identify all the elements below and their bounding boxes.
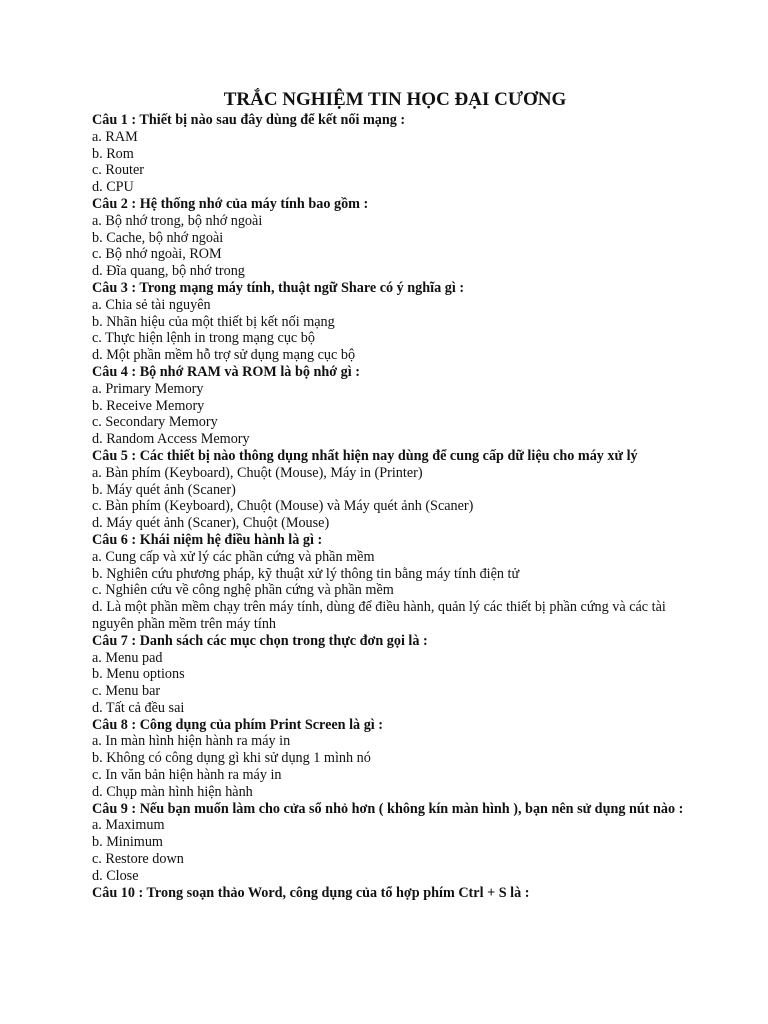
question-text: Câu 2 : Hệ thống nhớ của máy tính bao gồm : bbox=[92, 195, 369, 212]
answer-option: a. Menu pad bbox=[92, 649, 163, 666]
answer-option: a. RAM bbox=[92, 128, 138, 145]
question-text: Câu 4 : Bộ nhớ RAM và ROM là bộ nhớ gì : bbox=[92, 363, 360, 380]
question-text: Câu 8 : Công dụng của phím Print Screen là gì : bbox=[92, 716, 384, 733]
question-text: Câu 1 : Thiết bị nào sau đây dùng để kết nối mạng : bbox=[92, 112, 406, 128]
answer-option: d. Máy quét ảnh (Scaner), Chuột (Mouse) bbox=[92, 515, 330, 532]
question-2 bbox=[92, 196, 692, 280]
question-text: Câu 5 : Các thiết bị nào thông dụng nhất hiện nay dùng để cung cấp dữ liệu cho máy xử lý bbox=[92, 447, 638, 464]
answer-option: c. Bộ nhớ ngoài, ROM bbox=[92, 246, 222, 263]
answer-option: a. Primary Memory bbox=[92, 380, 204, 397]
question-text: Câu 10 : Trong soạn thảo Word, công dụng của tổ hợp phím Ctrl + S là : bbox=[92, 884, 530, 901]
answer-option: a. Chia sẻ tài nguyên bbox=[92, 296, 211, 313]
answer-option: a. In màn hình hiện hành ra máy in bbox=[92, 733, 291, 750]
answer-option: c. Secondary Memory bbox=[92, 414, 218, 431]
answer-option: c. Restore down bbox=[92, 851, 184, 868]
question-6 bbox=[92, 532, 692, 633]
answer-option: d. Random Access Memory bbox=[92, 431, 250, 448]
answer-option: c. Bàn phím (Keyboard), Chuột (Mouse) và Máy quét ảnh (Scaner) bbox=[92, 498, 474, 515]
answer-option: b. Nghiên cứu phương pháp, kỹ thuật xử lý thông tin bằng máy tính điện tử bbox=[92, 565, 520, 582]
answer-option: b. Receive Memory bbox=[92, 397, 205, 414]
question-4 bbox=[92, 364, 692, 448]
answer-option: d. Tất cả đều sai bbox=[92, 699, 185, 716]
question-10 bbox=[92, 885, 692, 902]
question-1 bbox=[92, 112, 692, 196]
answer-option: b. Minimum bbox=[92, 834, 163, 851]
question-3 bbox=[92, 280, 692, 364]
answer-option: c. Nghiên cứu về công nghệ phần cứng và phần mềm bbox=[92, 582, 394, 599]
answer-option: b. Rom bbox=[92, 145, 134, 162]
answer-option: c. Menu bar bbox=[92, 683, 161, 700]
answer-option: d. Chụp màn hình hiện hành bbox=[92, 783, 253, 800]
answer-option: a. Cung cấp và xử lý các phần cứng và phần mềm bbox=[92, 548, 375, 565]
question-text: Câu 3 : Trong mạng máy tính, thuật ngữ Share có ý nghĩa gì : bbox=[92, 279, 465, 296]
answer-option: a. Bộ nhớ trong, bộ nhớ ngoài bbox=[92, 212, 263, 229]
question-9 bbox=[92, 801, 692, 885]
answer-option: d. Là một phần mềm chạy trên máy tính, dùng để điều hành, quản lý các thiết bị phần cứng và các tài nguyên phần mềm trên máy tính bbox=[92, 599, 666, 632]
answer-option: b. Máy quét ảnh (Scaner) bbox=[92, 481, 236, 498]
question-5 bbox=[92, 448, 692, 532]
answer-option: d. CPU bbox=[92, 179, 134, 196]
answer-option: c. In văn bản hiện hành ra máy in bbox=[92, 767, 282, 784]
answer-option: a. Maximum bbox=[92, 817, 165, 834]
document-page bbox=[92, 88, 692, 901]
answer-option: a. Bàn phím (Keyboard), Chuột (Mouse), Máy in (Printer) bbox=[92, 464, 423, 481]
answer-option: b. Menu options bbox=[92, 666, 185, 683]
document-title: TRẮC NGHIỆM TIN HỌC ĐẠI CƯƠNG bbox=[223, 89, 567, 110]
question-text: Câu 6 : Khái niệm hệ điều hành là gì : bbox=[92, 531, 323, 548]
question-text: Câu 9 : Nếu bạn muốn làm cho cửa sổ nhỏ hơn ( không kín màn hình ), bạn nên sử dụng nút nào : bbox=[92, 800, 684, 817]
answer-option: c. Thực hiện lệnh in trong mạng cục bộ bbox=[92, 330, 315, 347]
question-8 bbox=[92, 717, 692, 801]
answer-option: d. Close bbox=[92, 867, 139, 884]
answer-option: c. Router bbox=[92, 162, 145, 179]
answer-option: d. Một phần mềm hỗ trợ sử dụng mạng cục bộ bbox=[92, 347, 356, 364]
answer-option: d. Đĩa quang, bộ nhớ trong bbox=[92, 263, 245, 280]
answer-option: b. Cache, bộ nhớ ngoài bbox=[92, 229, 224, 246]
question-7 bbox=[92, 633, 692, 717]
question-text: Câu 7 : Danh sách các mục chọn trong thực đơn gọi là : bbox=[92, 632, 428, 649]
answer-option: b. Không có công dụng gì khi sử dụng 1 mình nó bbox=[92, 750, 371, 767]
answer-option: b. Nhãn hiệu của một thiết bị kết nối mạng bbox=[92, 313, 335, 330]
